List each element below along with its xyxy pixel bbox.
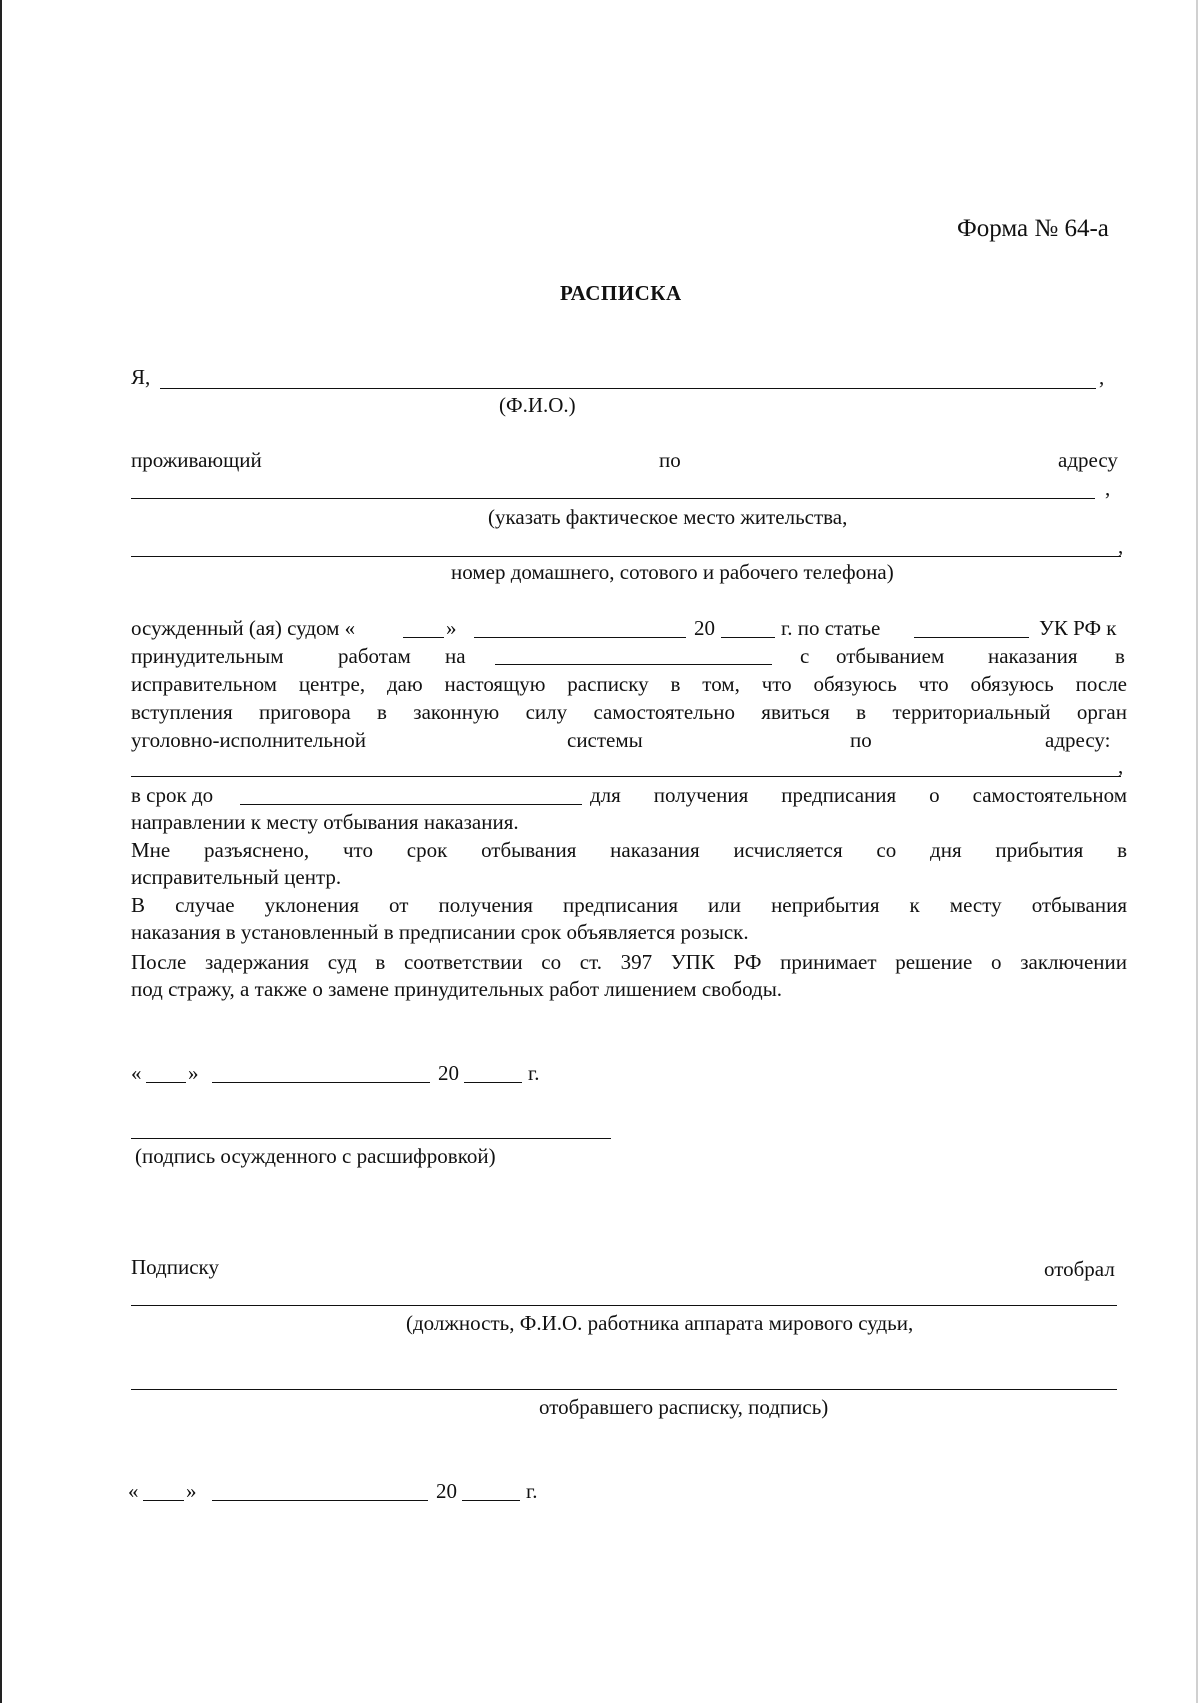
date1-year-prefix: 20 [438,1061,459,1085]
detention-line2: под стражу, а также о замене принудительных работ лишением свободы. [131,977,783,1001]
date2-year-suffix: г. [526,1479,538,1503]
official-caption-1: (должность, Ф.И.О. работника аппарата мирового судьи, [406,1311,914,1335]
deadline-line1-a: в срок до [131,783,214,807]
date1-month-field[interactable] [212,1082,430,1083]
para1-line4: вступления приговора в законную силу самостоятельно явиться в территориальный орган [131,700,1127,724]
para1-line1-e: УК РФ к [1039,616,1117,640]
fio-field-line[interactable] [160,388,1096,389]
date1-year-field[interactable] [464,1082,522,1083]
para1-line5-w1: уголовно-исполнительной [131,728,366,752]
address-field-line-1[interactable] [131,498,1095,499]
address-field-line-2[interactable] [131,556,1121,557]
para1-line1-d: г. по статье [781,616,881,640]
para1-line3: исправительном центре, даю настоящую расписку в том, что обязуюсь что обязуюсь после [131,672,1127,696]
para1-line2-w6: наказания [988,644,1078,668]
court-month-field[interactable] [474,637,686,638]
convict-signature-field[interactable] [131,1138,611,1139]
evasion-line2: наказания в установленный в предписании срок объявляется розыск. [131,920,749,944]
date1-day-field[interactable] [146,1082,186,1083]
address-caption-1: (указать фактическое место жительства, [488,505,848,529]
intro-comma: , [1099,365,1105,389]
address-caption-2: номер домашнего, сотового и рабочего телефона) [451,560,894,584]
convict-signature-caption: (подпись осужденного с расшифровкой) [135,1144,496,1168]
para1-line5-w4: адресу: [1045,728,1111,752]
para1-line1-a: осужденный (ая) судом « [131,616,356,640]
deadline-line1-b: для получения предписания о самостоятельном [590,783,1127,807]
date2-close-quote: » [186,1479,197,1503]
court-day-field[interactable] [403,637,444,638]
date2-month-field[interactable] [212,1500,428,1501]
date2-day-field[interactable] [143,1500,184,1501]
para1-line5-w3: по [850,728,872,752]
term-field[interactable] [495,664,772,665]
date2-year-field[interactable] [462,1500,520,1501]
scan-edge-right [1196,0,1198,1703]
para1-line5-w2: системы [567,728,643,752]
date1-close-quote: » [188,1061,199,1085]
para1-line2-w7: в [1115,644,1125,668]
scan-edge-left [0,0,2,1703]
para1-line2-w2: работам [338,644,411,668]
court-year-field[interactable] [721,637,775,638]
official-field-line-2[interactable] [131,1389,1117,1390]
address-word-po: по [659,448,681,472]
ukis-address-field[interactable] [131,776,1121,777]
received-left: Подписку [131,1255,219,1279]
address-word-residing: проживающий [131,448,262,472]
para1-line1-b: » [446,616,457,640]
date2-open-quote: « [128,1479,139,1503]
detention-line1: После задержания суд в соответствии со ст. 397 УПК РФ принимает решение о заключении [131,950,1127,974]
intro-prefix: Я, [131,365,151,389]
deadline-date-field[interactable] [240,804,582,805]
document-title: РАСПИСКА [560,281,682,305]
address-word-address: адресу [1058,448,1118,472]
explained-line1: Мне разъяснено, что срок отбывания наказания исчисляется со дня прибытия в [131,838,1127,862]
address-line-1-comma: , [1105,476,1111,500]
para1-line1-year-prefix: 20 [694,616,715,640]
evasion-line1: В случае уклонения от получения предписания или неприбытия к месту отбывания [131,893,1127,917]
date2-year-prefix: 20 [436,1479,457,1503]
address-line-2-comma: , [1118,534,1124,558]
explained-line2: исправительный центр. [131,865,342,889]
official-caption-2: отобравшего расписку, подпись) [539,1395,829,1419]
date1-open-quote: « [131,1061,142,1085]
form-number: Форма № 64-а [957,215,1109,242]
para1-line2-w4: с [800,644,810,668]
para1-line2-w3: на [445,644,466,668]
received-right: отобрал [1044,1257,1115,1281]
date1-year-suffix: г. [528,1061,540,1085]
article-field[interactable] [914,637,1029,638]
deadline-line2: направлении к месту отбывания наказания. [131,810,519,834]
ukis-address-comma: , [1118,754,1124,778]
official-field-line-1[interactable] [131,1305,1117,1306]
para1-line2-w1: принудительным [131,644,284,668]
para1-line2-w5: отбыванием [836,644,945,668]
fio-caption: (Ф.И.О.) [499,393,576,417]
